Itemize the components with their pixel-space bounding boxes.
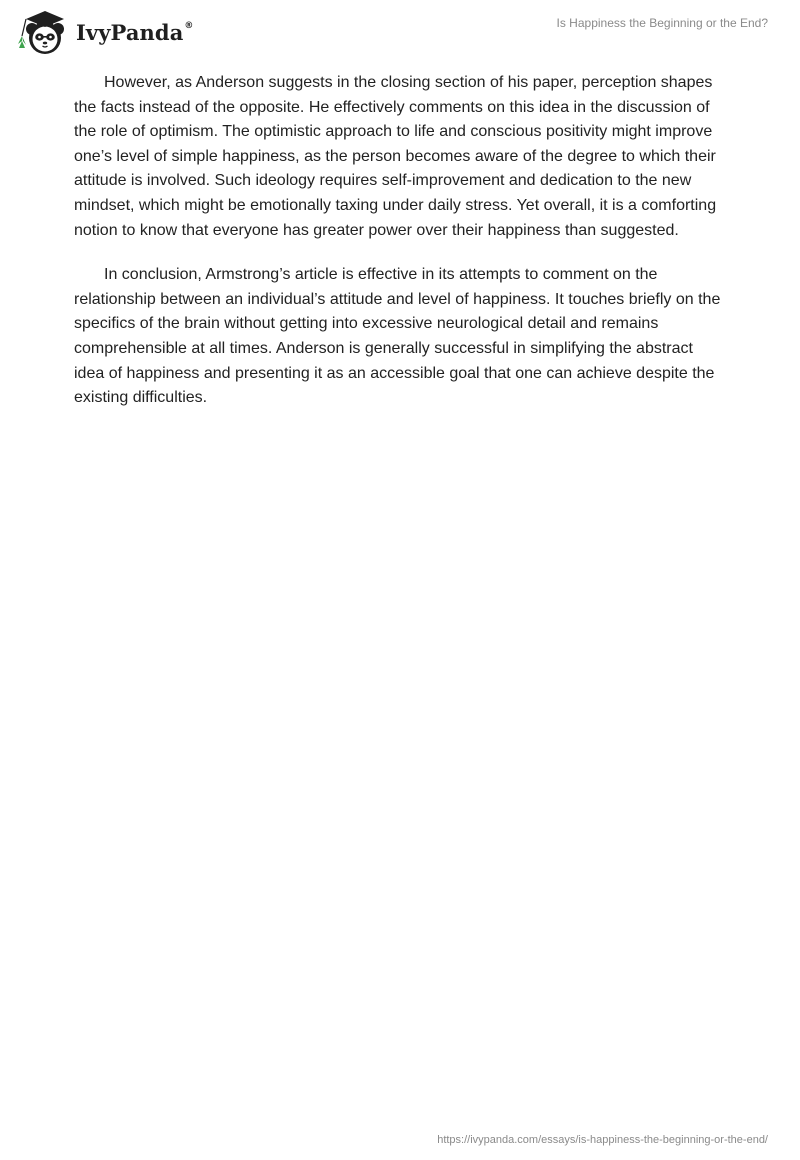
panda-graduate-icon <box>14 8 72 56</box>
footer-source-url[interactable]: https://ivypanda.com/essays/is-happiness-the-beginning-or-the-end/ <box>437 1134 768 1146</box>
logo-wordmark: IvyPanda® <box>76 19 194 45</box>
running-title: Is Happiness the Beginning or the End? <box>556 16 768 30</box>
page-header <box>0 0 800 62</box>
paragraph-1: However, as Anderson suggests in the closing section of his paper, perception shapes the facts instead of the opposite. He effectively comments on this idea in the discussion of the role of optimism. The optimistic approach to life and conscious positivity might improve one’s level of simple happiness, as the person becomes aware of the degree to which their attitude is involved. Such ideology requires self-improvement and dedication to the new mindset, which might be emotionally taxing under daily stress. Yet overall, it is a comforting notion to know that everyone has greater power over their happiness than suggested. <box>74 74 717 239</box>
registered-mark: ® <box>184 20 194 31</box>
essay-body <box>74 71 726 431</box>
paragraph-2: In conclusion, Armstrong’s article is effective in its attempts to comment on the relationship between an individual’s attitude and level of happiness. It touches briefly on the specifics of the brain without getting into excessive neurological detail and remains comprehensible at all times. Anderson is generally successful in simplifying the abstract idea of happiness and presenting it as an accessible goal that one can achieve despite the existing difficulties. <box>74 266 721 407</box>
ivypanda-logo[interactable] <box>14 8 194 56</box>
